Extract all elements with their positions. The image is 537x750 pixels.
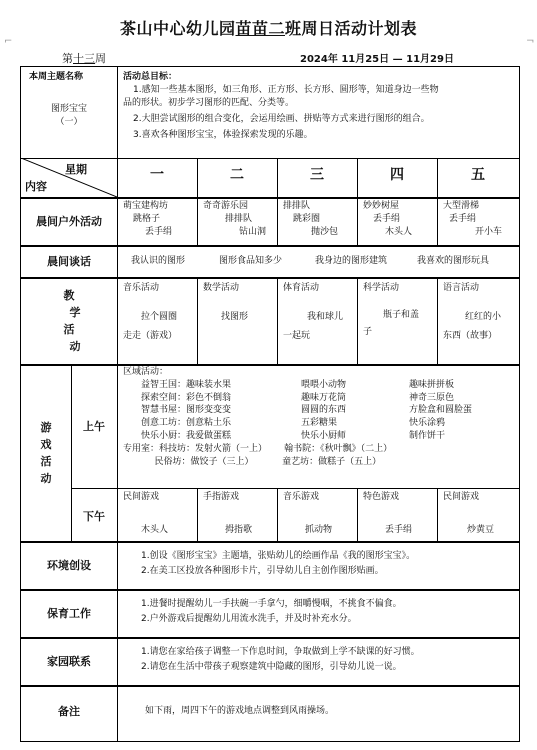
morning-talk-item: 我身边的图形建筑	[315, 256, 388, 266]
morning-outdoor-label: 晨间户外活动	[36, 215, 102, 228]
environment-content: 1.创设《图形宝宝》主题墙，张贴幼儿的绘画作品《我的图形宝宝》。 2.在美工区投放各种图形卡片，引导幼儿自主创作图形贴画。	[141, 551, 416, 576]
afternoon-cell: 民间游戏 炒黄豆	[443, 492, 495, 535]
special-room-row: 民俗坊：做饺子（三上） 童艺坊：做糕子（五上）	[123, 456, 382, 467]
afternoon-cell: 音乐游戏 抓动物	[283, 492, 333, 535]
area-row: 益智王国：趣味装水果 喂喂小动物 趣味拼拼板	[141, 379, 455, 390]
page-title	[0, 16, 537, 39]
morning-talk-item: 我认识的图形	[131, 256, 186, 266]
morning-talk-item: 图形食品知多少	[219, 256, 283, 266]
area-activities: 区域活动： 益智王国：趣味装水果 喂喂小动物 趣味拼拼板 探索空间：彩色不倒翁 趣味万花筒 神奇三原色 智慧书屋：图形变变变 圆圆的东西 方脸盒和圆脸蛋 创意工坊：创意粘土乐 五彩糖果 快乐涂鸦 快乐小厨：我爱做蛋糕 快乐小厨师 制作饼干 专用室：科技坊：发射火箭（一上） 翰书院：《秋叶飘》（二上） 民俗坊：做饺子（三上） 童艺坊：做糕子（五上）	[123, 366, 515, 468]
area-row: 创意工坊：创意粘土乐 五彩糖果 快乐涂鸦	[141, 418, 446, 429]
margin-marker-icon: ¬	[526, 36, 535, 47]
plan-table	[20, 66, 520, 742]
morning-outdoor-cell: 奇奇游乐园 排排队 钻山洞	[203, 201, 267, 237]
special-room-row: 专用室：科技坊：发射火箭（一上） 翰书院：《秋叶飘》（二上）	[123, 443, 393, 454]
area-row: 智慧书屋：图形变变变 圆圆的东西 方脸盒和圆脸蛋	[141, 405, 473, 416]
morning-outdoor-cell: 排排队 跳彩圈 抛沙包	[283, 201, 339, 237]
teaching-cell: 体育活动 我和球儿 一起玩	[283, 283, 344, 341]
day-header: 二	[230, 167, 244, 183]
week-number: 第十三周	[62, 52, 106, 65]
care-content: 1.进餐时提醒幼儿一手扶碗一手拿勺，细嚼慢咽，不挑食不偏食。 2.户外游戏后提醒幼儿用流水洗手，并及时补充水分。	[141, 599, 402, 624]
class-name: 苗苗二	[235, 19, 285, 38]
day-header: 五	[471, 167, 485, 183]
date-range: 2024年 11月25日 — 11月29日	[300, 54, 454, 65]
morning-talk-item: 我喜欢的图形玩具	[417, 256, 490, 266]
area-row: 探索空间：彩色不倒翁 趣味万花筒 神奇三原色	[141, 392, 455, 403]
morning-outdoor-cell: 大型滑梯 丢手绢 开小车	[443, 201, 503, 237]
day-header: 一	[150, 167, 164, 183]
morning-outdoor-cell: 萌宝建构坊 跳格子 丢手绢	[123, 201, 173, 237]
home-contact-content: 1.请您在家给孩子调整一下作息时间，争取做到上学不缺课的好习惯。 2.请您在生活中带孩子观察建筑中隐藏的图形，引导幼儿说一说。	[141, 647, 420, 672]
day-header: 三	[310, 167, 324, 183]
afternoon-cell: 民间游戏 木头人	[123, 492, 169, 535]
teaching-label: 教 学 活 动	[63, 289, 81, 353]
title-suffix: 班周日活动计划表	[285, 19, 418, 38]
afternoon-label: 下午	[83, 510, 105, 523]
theme-name: 图形宝宝 （一）	[50, 104, 87, 127]
weekday-label: 星期	[65, 163, 87, 176]
teaching-cell: 科学活动 瓶子和盖 子	[363, 283, 420, 337]
games-label: 游 戏 活 动	[40, 421, 52, 485]
theme-label: 本周主题名称	[29, 72, 84, 82]
teaching-cell: 音乐活动 拉个圆圈 走走（游戏）	[123, 283, 178, 341]
teaching-cell: 数学活动 找图形	[203, 283, 249, 322]
afternoon-cell: 特色游戏 丢手绢	[363, 492, 413, 535]
theme-goals: 活动总目标： 1.感知一些基本图形，如三角形、正方形、长方形、圆形等，知道身边一些物 品的形状。初步学习图形的匹配、分类等。 2.大胆尝试图形的组合变化，会运用绘画、拼贴等方式来进行图形的组合。 3.喜欢各种图形宝宝，体验探索发现的乐趣。	[123, 72, 439, 140]
day-header: 四	[390, 167, 404, 183]
margin-marker-icon: ⌐	[4, 36, 13, 47]
environment-label: 环境创设	[47, 559, 91, 572]
morning-outdoor-cell: 妙妙树屋 丢手绢 木头人	[363, 201, 413, 237]
area-row: 快乐小厨：我爱做蛋糕 快乐小厨师 制作饼干	[141, 430, 446, 441]
notes-content: 如下雨，周四下午的游戏地点调整到风雨操场。	[145, 706, 335, 716]
afternoon-cell: 手指游戏 拇指歌	[203, 492, 253, 535]
home-contact-label: 家园联系	[47, 655, 91, 668]
content-label: 内容	[25, 180, 47, 193]
school-name: 茶山中心幼儿园	[119, 19, 236, 38]
teaching-cell: 语言活动 红红的小 东西（故事）	[443, 283, 502, 341]
notes-label: 备注	[58, 705, 80, 718]
care-label: 保育工作	[47, 607, 91, 620]
morning-talk-label: 晨间谈话	[47, 255, 91, 268]
morning-label: 上午	[83, 420, 105, 433]
